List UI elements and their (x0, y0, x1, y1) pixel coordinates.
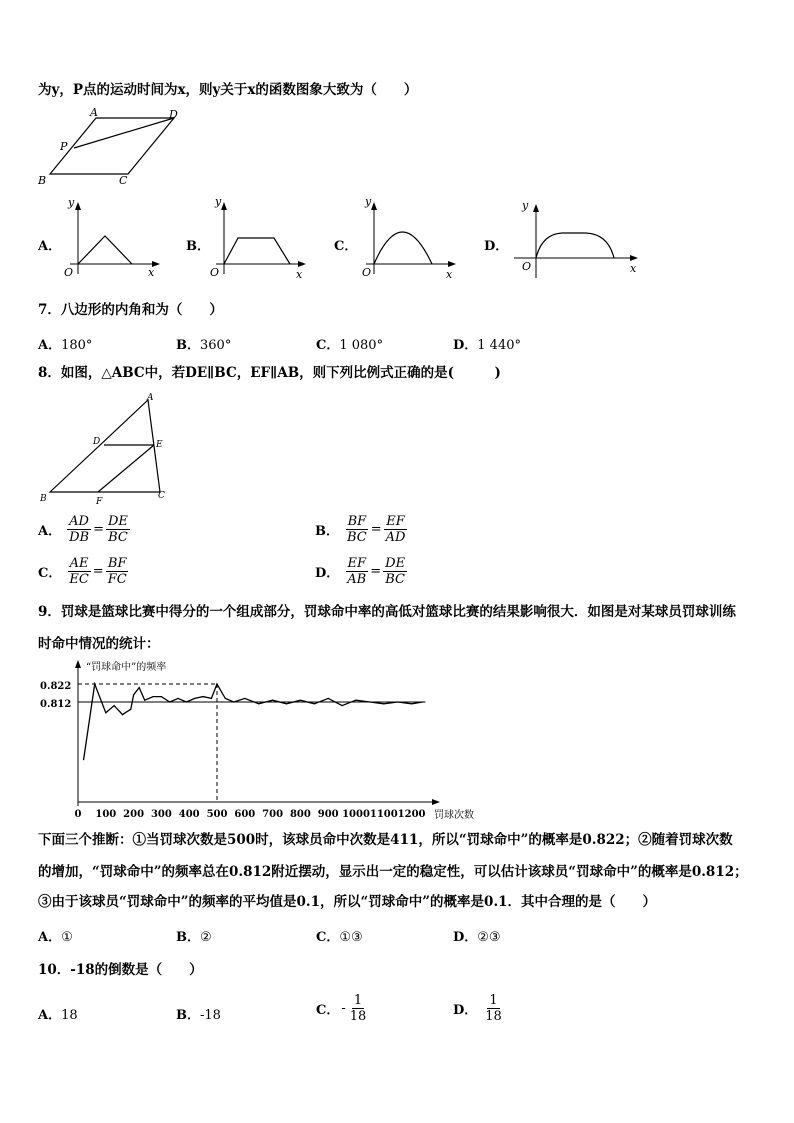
chart-point-13 (186, 701, 187, 702)
q6-label-c: C (119, 174, 128, 187)
chart-point-31 (397, 701, 398, 702)
chart-y-label: “罚球命中”的频率 (86, 662, 167, 673)
chart-point-11 (169, 701, 170, 702)
q9-option-b-text: ② (200, 930, 212, 945)
chart-point-23 (286, 703, 287, 704)
q6-option-b-key[interactable]: B． (186, 239, 210, 254)
q8-d-l-num: EF (347, 556, 367, 571)
q10-option-c-key: C． (316, 1003, 340, 1018)
q8-label-e: E (156, 440, 163, 450)
q9-para-line3: ③由于该球员“罚球命中”的频率的平均值是0.1，所以“罚球命中”的概率是0.1．其中合理的是（ ） (38, 894, 657, 910)
chart-point-12 (177, 698, 178, 699)
chart-point-7 (139, 687, 140, 688)
q8-label-b: B (40, 494, 47, 504)
chart-y-axis-arrow (75, 660, 81, 668)
q10-option-c-fraction (348, 993, 369, 1024)
chart-y-tick-0812: 0.812 (40, 699, 72, 710)
q6-d-axis-y: y (522, 199, 529, 212)
q8-d-r-den: BC (385, 572, 405, 587)
q8-option-d-key: D． (315, 566, 340, 581)
q8-d-r-num: DE (385, 556, 406, 571)
q6-a-axis-y: y (68, 196, 75, 209)
q7-option-d-text: 1 440° (477, 338, 521, 353)
q9-option-a-text: ① (61, 930, 73, 945)
chart-point-28 (355, 700, 356, 701)
q8-c-l-num: AE (69, 556, 89, 571)
q8-option-c-key: C． (38, 566, 62, 581)
q7-option-b[interactable] (176, 334, 231, 353)
q9-option-c-text: ①③ (339, 930, 363, 945)
q6-d-origin: O (522, 260, 532, 273)
chart-series-frequency-line (84, 684, 423, 760)
q6-option-a-key[interactable]: A． (38, 239, 62, 254)
q10-option-a-text: 18 (61, 1008, 78, 1023)
q8-a-r-den: BC (108, 530, 128, 545)
q8-option-a[interactable] (38, 514, 130, 545)
q8-c-r-den: FC (107, 572, 127, 587)
chart-point-10 (161, 696, 162, 697)
q10-option-d-key: D． (453, 1003, 478, 1018)
q10-option-b-key: B． (176, 1008, 200, 1023)
q8-a-eq: = (93, 522, 104, 537)
q8-triangle-figure (36, 390, 176, 506)
q8-d-eq: = (370, 564, 382, 579)
chart-point-33 (422, 701, 423, 702)
chart-x-tick-1000: 1000 (342, 809, 370, 820)
chart-point-22 (272, 700, 273, 701)
q8-label-d: D (93, 437, 101, 447)
chart-x-tick-100: 100 (95, 809, 117, 820)
q6-c-origin: O (362, 266, 372, 279)
chart-point-27 (342, 705, 343, 706)
chart-x-tick-200: 200 (123, 809, 145, 820)
chart-point-32 (411, 703, 412, 704)
q8-a-right-fraction (106, 514, 130, 545)
q8-option-d[interactable] (315, 556, 407, 587)
chart-point-0 (83, 759, 84, 760)
chart-point-21 (258, 703, 259, 704)
q9-option-d-key: D． (453, 930, 478, 945)
q10-option-a-key: A． (38, 1008, 62, 1023)
chart-x-axis-arrow (432, 799, 440, 805)
q8-c-l-den: EC (69, 572, 89, 587)
q9-option-c-key: C． (316, 930, 340, 945)
q8-label-c: C (158, 491, 165, 501)
q10-option-d-fraction (483, 993, 504, 1024)
q6-b-axis-y: y (215, 195, 222, 208)
q8-d-right-fraction (383, 556, 407, 587)
q8-b-l-num: BF (347, 514, 367, 529)
chart-point-5 (130, 709, 131, 710)
q8-a-r-num: DE (107, 514, 128, 529)
q8-label-a: A (147, 393, 154, 403)
q6-label-a: A (90, 106, 98, 119)
chart-x-label: 罚球次数 (434, 810, 474, 821)
q6-label-b: B (38, 174, 47, 187)
q6-parallelogram-figure (34, 104, 194, 190)
q8-c-left-fraction (67, 556, 90, 587)
q6-option-a-graph (60, 196, 164, 280)
q8-b-l-den: BC (347, 530, 367, 545)
q7-option-d[interactable] (453, 334, 521, 353)
q8-c-eq: = (92, 564, 104, 579)
chart-x-tick-800: 800 (289, 809, 311, 820)
chart-point-25 (314, 703, 315, 704)
q6-option-c-key[interactable]: C． (334, 239, 358, 254)
q8-d-l-den: AB (347, 572, 367, 587)
q6-a-origin: O (64, 266, 74, 279)
q8-label-f: F (96, 497, 103, 506)
q10-option-d[interactable] (453, 993, 504, 1024)
chart-point-4 (122, 714, 123, 715)
chart-x-tick-500: 500 (206, 809, 228, 820)
q6-c-axis-x: x (446, 268, 453, 280)
chart-point-6 (133, 694, 134, 695)
q7-stem: 7．八边形的内角和为（ ） (38, 302, 223, 318)
q8-b-right-fraction (384, 514, 408, 545)
q7-option-c-text: 1 080° (339, 338, 384, 353)
chart-y-tick-0822: 0.822 (40, 681, 72, 692)
q8-option-a-key: A． (38, 524, 62, 539)
q6-label-d: D (169, 108, 178, 121)
q9-option-d-text: ②③ (477, 930, 501, 945)
q8-a-l-den: DB (69, 530, 90, 545)
q6-b-origin: O (210, 266, 220, 279)
q10-stem: 10．-18的倒数是（ ） (38, 962, 203, 978)
q9-para-line1: 下面三个推断：①当罚球次数是500时，该球员命中次数是411，所以“罚球命中”的概率是0.822；②随着罚球次数 (38, 832, 733, 848)
q9-option-b[interactable] (176, 926, 212, 945)
q7-option-a-key: A． (38, 338, 62, 353)
q6-option-d-key[interactable]: D． (484, 239, 509, 254)
q10-d-den: 18 (485, 1009, 502, 1024)
chart-point-17 (216, 683, 217, 684)
chart-x-tick-1200: 1200 (397, 809, 426, 820)
q8-stem: 8．如图，△ABC中，若DE∥BC，EF∥AB，则下列比例式正确的是( ) (38, 365, 501, 381)
q6-b-axis-x: x (296, 268, 303, 280)
q10-option-c-sign: - (341, 1001, 346, 1016)
q7-option-a-text: 180° (61, 338, 93, 353)
chart-point-19 (233, 701, 234, 702)
q7-option-c[interactable] (316, 334, 383, 353)
chart-point-20 (244, 698, 245, 699)
chart-point-15 (203, 696, 204, 697)
chart-point-2 (105, 712, 106, 713)
q9-stem-line2: 时命中情况的统计： (38, 636, 160, 652)
q10-option-b[interactable] (176, 1004, 221, 1023)
q9-option-b-key: B． (176, 930, 200, 945)
chart-point-3 (114, 705, 115, 706)
chart-x-tick-900: 900 (317, 809, 339, 820)
q8-b-left-fraction (345, 514, 369, 545)
q7-option-b-key: B． (176, 338, 200, 353)
q8-b-r-den: AD (385, 530, 406, 545)
chart-x-tick-300: 300 (150, 809, 172, 820)
q8-c-r-num: BF (107, 556, 127, 571)
chart-point-24 (300, 700, 301, 701)
q8-d-left-fraction (345, 556, 368, 587)
chart-x-tick-1100: 1100 (369, 809, 398, 820)
q10-c-den: 18 (349, 1009, 367, 1024)
q8-b-r-num: EF (386, 514, 405, 529)
q8-a-left-fraction (67, 514, 91, 545)
chart-point-16 (211, 698, 212, 699)
chart-x-tick-600: 600 (234, 809, 256, 820)
chart-point-26 (328, 698, 329, 699)
q8-option-b[interactable] (315, 514, 407, 545)
q10-d-num: 1 (489, 993, 498, 1008)
chart-point-1 (94, 683, 95, 684)
q8-a-l-num: AD (69, 514, 89, 529)
chart-point-14 (194, 698, 195, 699)
q7-option-b-text: 360° (200, 338, 232, 353)
q10-option-c[interactable] (316, 993, 368, 1024)
q8-option-c[interactable] (38, 556, 129, 587)
q6-c-axis-y: y (365, 195, 372, 208)
q6-d-axis-x: x (630, 262, 637, 275)
q6-option-d-graph (508, 196, 648, 282)
q9-option-c[interactable] (316, 926, 363, 945)
q6-stem: 为y，P点的运动时间为x，则y关于x的函数图象大致为（ ） (38, 82, 418, 98)
q9-frequency-chart (36, 656, 496, 826)
chart-point-29 (369, 701, 370, 702)
q8-c-right-fraction (106, 556, 129, 587)
q6-a-axis-x: x (148, 266, 155, 279)
q9-stem-line1: 9．罚球是篮球比赛中得分的一个组成部分，罚球命中率的高低对篮球比赛的结果影响很大．如图是对某球员罚球训练 (38, 604, 736, 620)
chart-point-9 (152, 696, 153, 697)
q10-c-num: 1 (353, 993, 363, 1008)
q7-option-c-key: C． (316, 338, 340, 353)
chart-point-8 (144, 700, 145, 701)
q10-option-b-text: -18 (200, 1008, 221, 1023)
q9-para-line2: 的增加，“罚球命中”的频率总在0.812附近摆动，显示出一定的稳定性，可以估计该球员“罚球命中”的概率是0.812； (38, 864, 748, 880)
q7-option-d-key: D． (453, 338, 478, 353)
q8-option-b-key: B． (315, 524, 339, 539)
q6-option-c-graph (356, 194, 460, 280)
q6-option-b-graph (206, 194, 310, 280)
chart-x-tick-700: 700 (262, 809, 284, 820)
q9-option-a-key: A． (38, 930, 62, 945)
q10-option-a[interactable] (38, 1004, 78, 1023)
q9-option-d[interactable] (453, 926, 501, 945)
chart-x-tick-0: 0 (74, 809, 82, 820)
chart-x-tick-400: 400 (178, 809, 200, 820)
q7-option-a[interactable] (38, 334, 92, 353)
q6-label-p: P (60, 140, 68, 153)
q8-b-eq: = (370, 522, 382, 537)
chart-point-30 (383, 703, 384, 704)
q9-option-a[interactable] (38, 926, 73, 945)
chart-point-18 (225, 698, 226, 699)
